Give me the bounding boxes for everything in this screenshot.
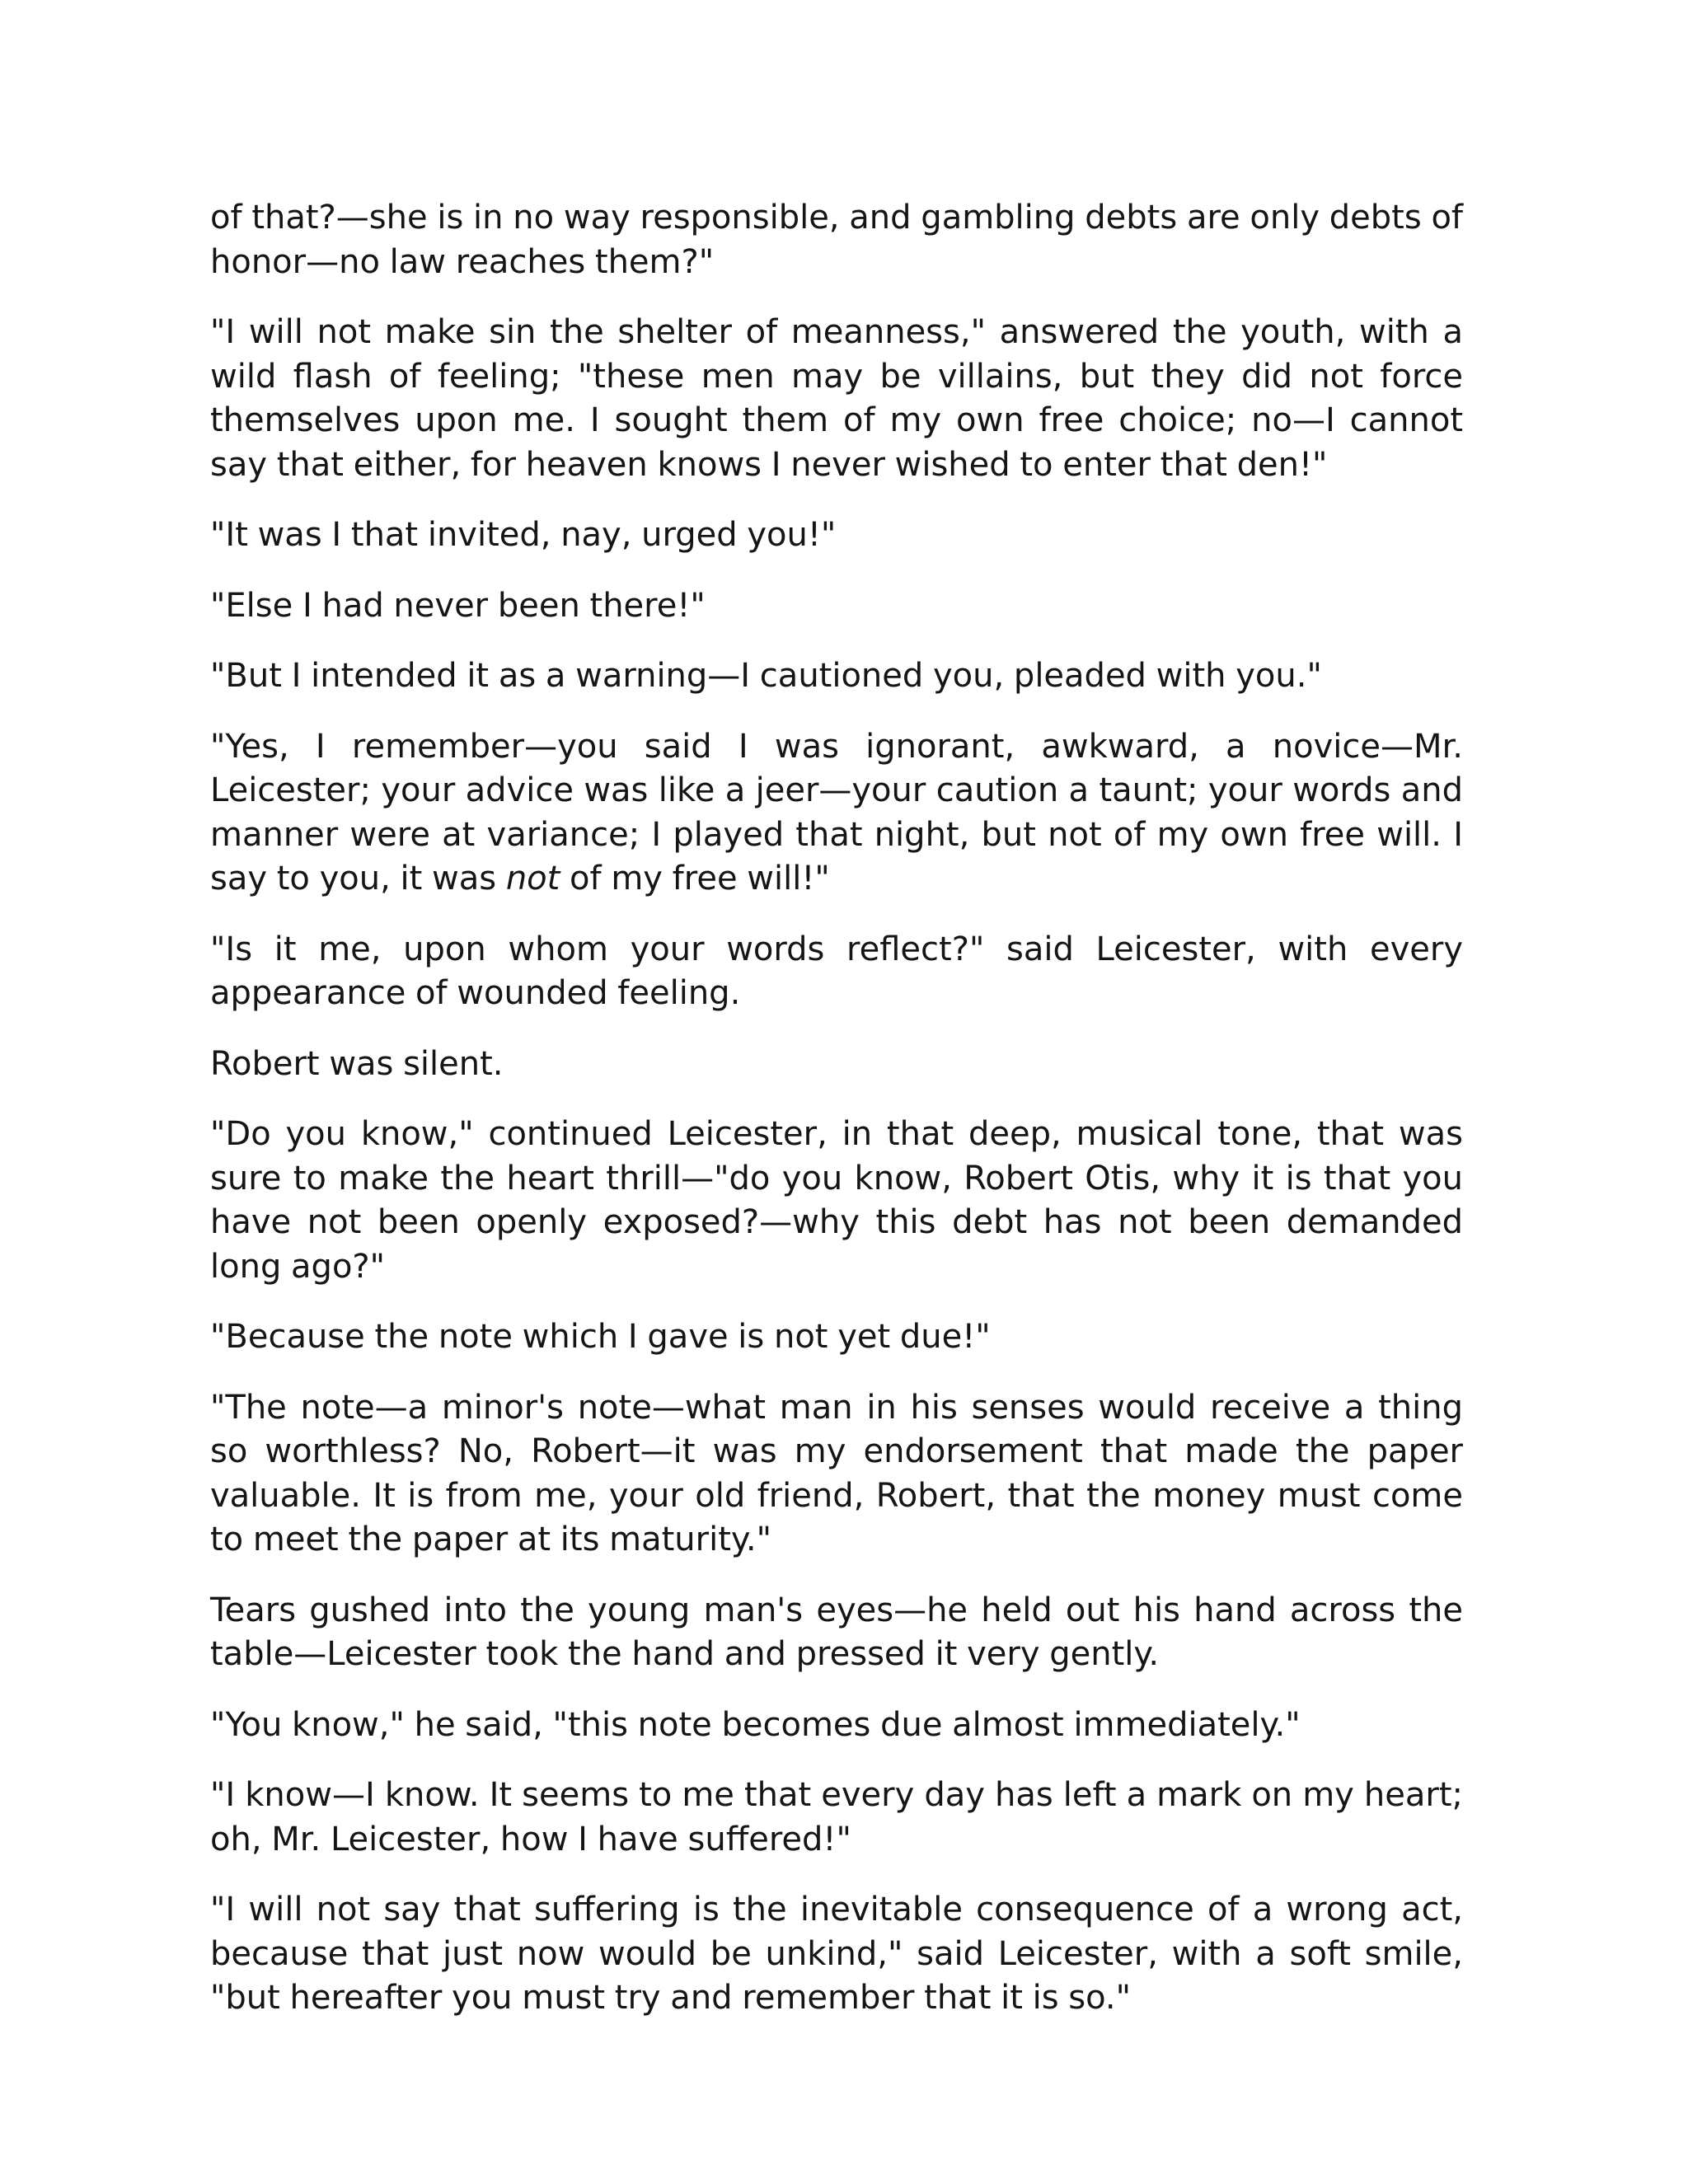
paragraph-6 — [210, 725, 1463, 902]
paragraph-12: Tears gushed into the young man's eyes—he held out his hand across the table—Leicester took the hand and pressed it very gently. — [210, 1591, 1463, 1673]
paragraph-13: "You know," he said, "this note becomes due almost immediately." — [210, 1705, 1301, 1744]
paragraph-3: "It was I that invited, nay, urged you!" — [210, 516, 837, 554]
paragraph-8: Robert was silent. — [210, 1044, 504, 1083]
emphasis-not: not — [505, 860, 560, 898]
paragraph-5: "But I intended it as a warning—I cautioned you, pleaded with you." — [210, 657, 1322, 695]
paragraph-7: "Is it me, upon whom your words reflect?" said Leicester, with every appearance of wounded feeling. — [210, 930, 1463, 1012]
paragraph-14: "I know—I know. It seems to me that every day has left a mark on my heart; oh, Mr. Leicester, how I have suffered!" — [210, 1776, 1463, 1858]
paragraph-9: "Do you know," continued Leicester, in that deep, musical tone, that was sure to make the heart thrill—"do you know, Robert Otis, why it is that you have not been openly exposed?—why this debt has not been demanded long ago?" — [210, 1115, 1463, 1286]
page-body — [210, 196, 1463, 2047]
paragraph-4: "Else I had never been there!" — [210, 586, 706, 625]
paragraph-1: of that?—she is in no way responsible, and gambling debts are only debts of honor—no law reaches them?" — [210, 199, 1463, 281]
paragraph-6-start: "Yes, I remember—you said I was ignorant, awkward, a novice—Mr. Leicester; your advice was like a jeer—your caution a taunt; your words and manner were at variance; I played that night, but not of my own free will. I say to you, it was — [210, 727, 1463, 898]
paragraph-2: "I will not make sin the shelter of meanness," answered the youth, with a wild flash of feeling; "these men may be villains, but they did not force themselves upon me. I sought them of my own free choice; no—I cannot say that either, for heaven knows I never wished to enter that den!" — [210, 313, 1463, 484]
paragraph-6-end: of my free will!" — [560, 860, 830, 898]
paragraph-11: "The note—a minor's note—what man in his senses would receive a thing so worthless? No, Robert—it was my endorsement that made the paper valuable. It is from me, your old friend, Robert, that the money must come to meet the paper at its maturity." — [210, 1388, 1463, 1558]
paragraph-15: "I will not say that suffering is the inevitable consequence of a wrong act, because that just now would be unkind," said Leicester, with a soft smile, "but hereafter you must try and remember that it is so." — [210, 1891, 1463, 2017]
paragraph-10: "Because the note which I gave is not yet due!" — [210, 1318, 991, 1356]
